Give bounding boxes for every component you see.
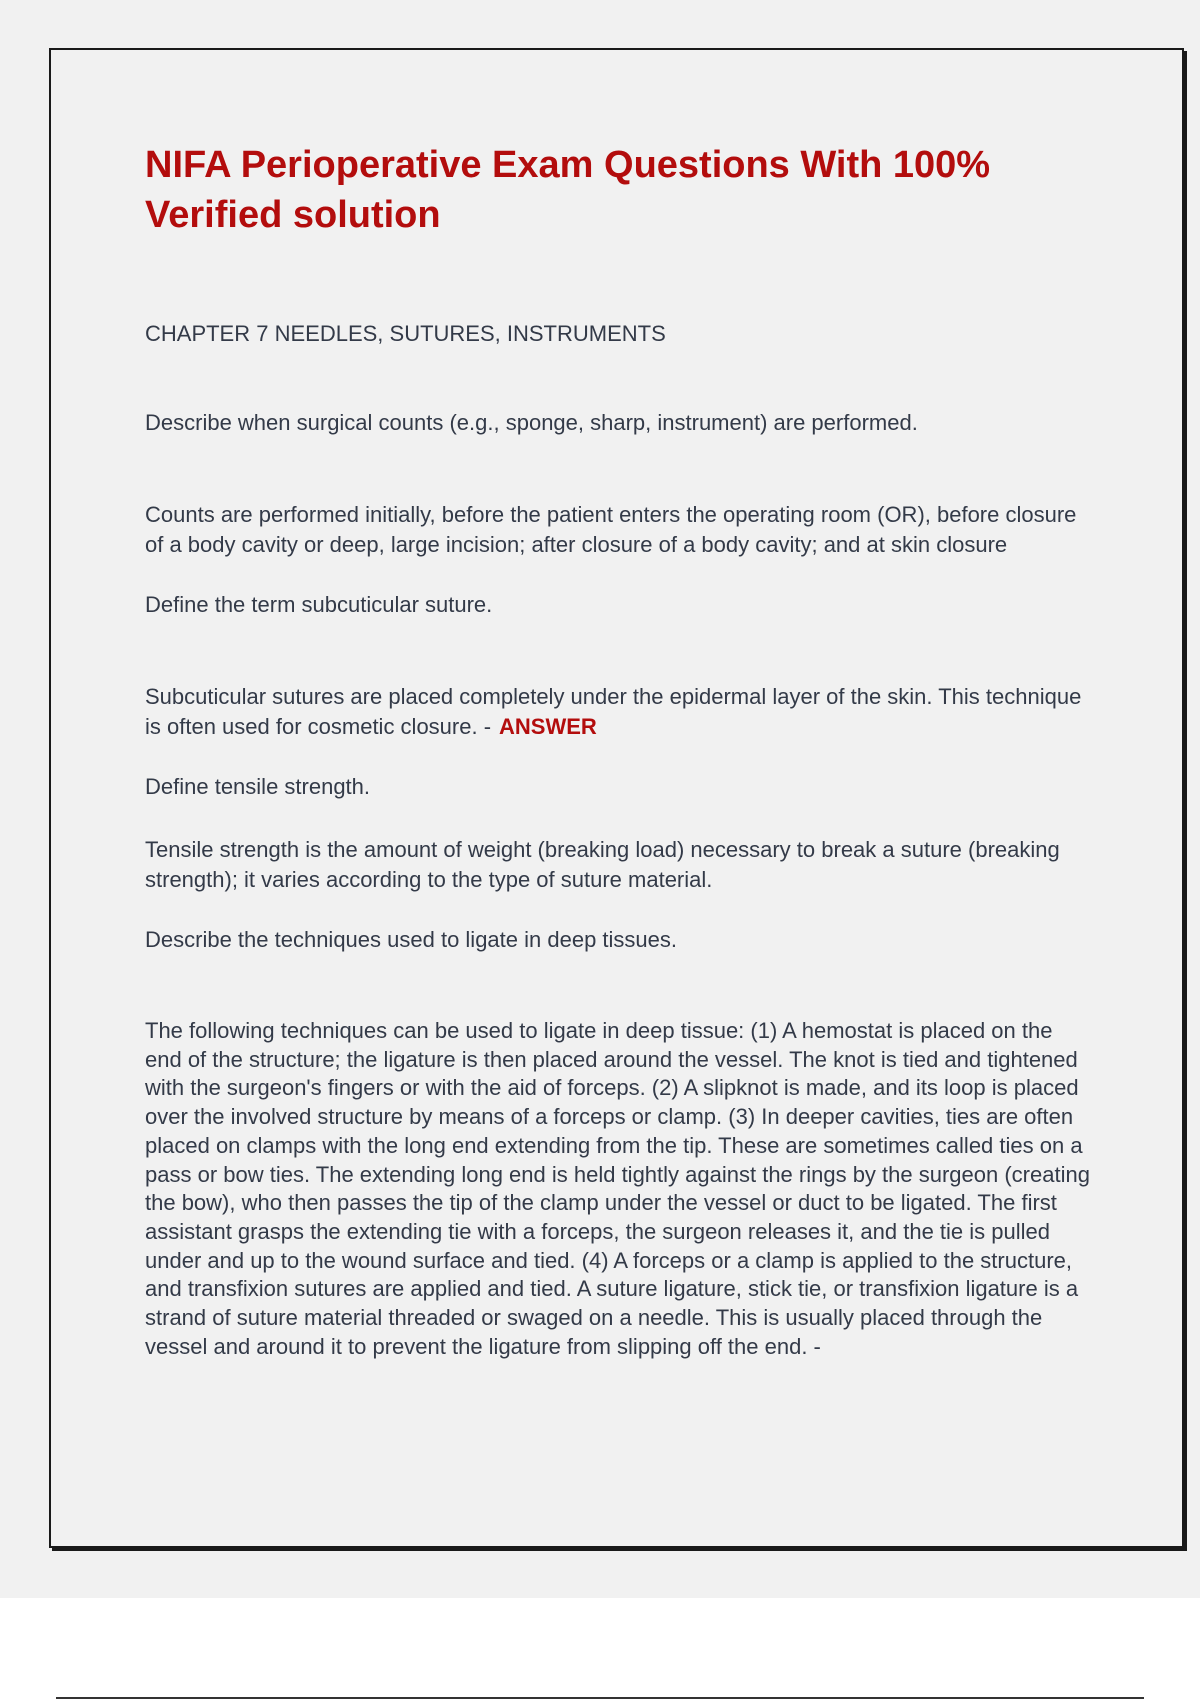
answer-3: Tensile strength is the amount of weight (breaking load) necessary to break a suture (breaking strength); it varies according to the type of suture material. bbox=[145, 837, 1060, 892]
page-title: NIFA Perioperative Exam Questions With 100% Verified solution bbox=[145, 144, 991, 236]
footer-divider bbox=[56, 1697, 1144, 1699]
question-3: Define tensile strength. bbox=[145, 774, 371, 799]
question-4: Describe the techniques used to ligate in deep tissues. bbox=[145, 927, 677, 952]
question-1: Describe when surgical counts (e.g., sponge, sharp, instrument) are performed. bbox=[145, 410, 918, 435]
answer-1: Counts are performed initially, before the patient enters the operating room (OR), before closure of a body cavity or deep, large incision; after closure of a body cavity; and at skin closure bbox=[145, 502, 1077, 557]
answer-4: The following techniques can be used to ligate in deep tissue: (1) A hemostat is placed on the end of the structure; the ligature is then placed around the vessel. The knot is tied and tightened with the surgeon's fingers or with the aid of forceps. (2) A slipknot is made, and its loop is placed over the involved structure by means of a forceps or clamp. (3) In deeper cavities, ties are often placed on clamps with the long end extending from the tip. These are sometimes called ties on a pass or bow ties. The extending long end is held tightly against the rings by the surgeon (creating the bow), who then passes the tip of the clamp under the vessel or duct to be ligated. The first assistant grasps the extending tie with a forceps, the surgeon releases it, and the tie is pulled under and up to the wound surface and tied. (4) A forceps or a clamp is applied to the structure, and transfixion sutures are applied and tied. A suture ligature, stick tie, or transfixion ligature is a strand of suture material threaded or swaged on a needle. This is usually placed through the vessel and around it to prevent the ligature from slipping off the end. - bbox=[145, 1018, 1090, 1359]
answer-label: ANSWER bbox=[499, 714, 597, 739]
answer-2 bbox=[145, 682, 1095, 742]
answer-2-text: Subcuticular sutures are placed completely under the epidermal layer of the skin. This technique is often used for cosmetic closure. - bbox=[145, 684, 1082, 739]
chapter-heading: CHAPTER 7 NEEDLES, SUTURES, INSTRUMENTS bbox=[145, 321, 666, 346]
question-2: Define the term subcuticular suture. bbox=[145, 592, 493, 617]
document-content bbox=[145, 140, 1095, 1361]
